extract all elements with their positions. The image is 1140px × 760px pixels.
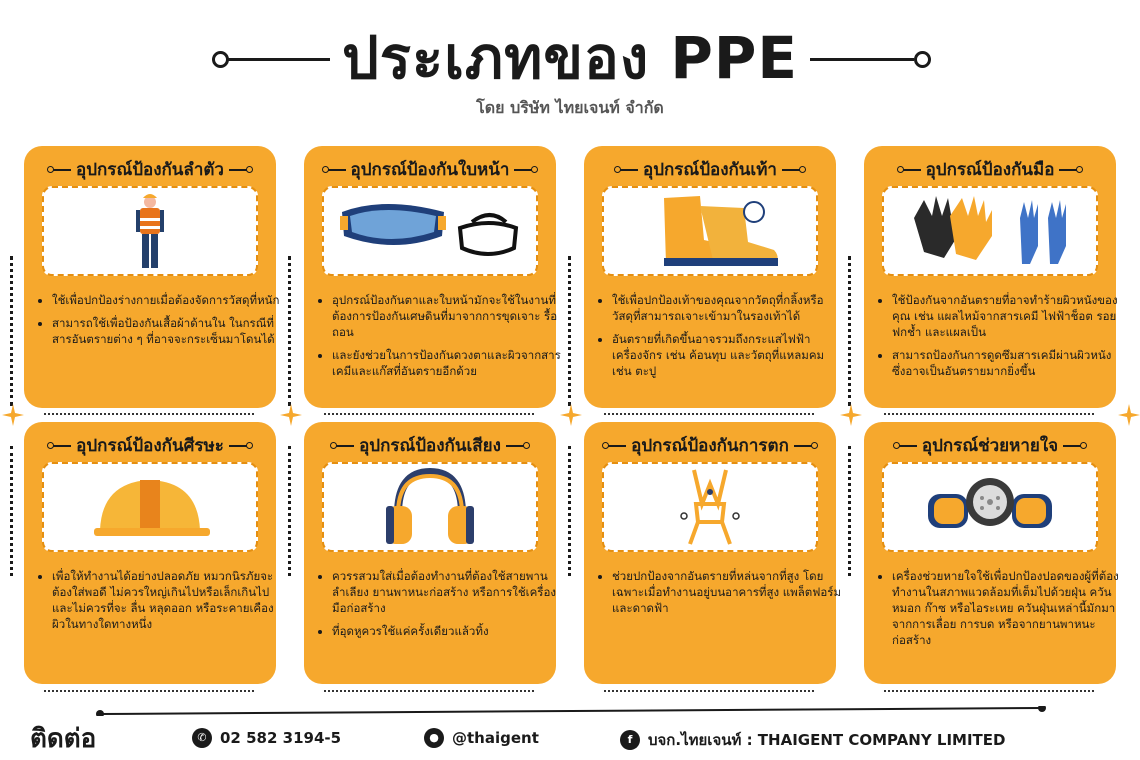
worker-vest-icon: [44, 188, 256, 274]
card-respiratory-protection: [864, 422, 1119, 684]
list-item: • เครื่องช่วยหายใจใช้เพื่อปกป้องปอดของผู้ที่ต้องทำงานในสภาพแวดล้อมที่เต็มไปด้วยฝุ่น ควัน หมอก ก๊าซ หรือไอระเหย ควันฝุ่นเหล่านี้มักมาจากการเลื่อย การบด หรือจากยานพาหนะก่อสร้าง: [892, 568, 1124, 648]
list-item: • สามารถใช้เพื่อป้องกันเสื้อผ้าด้านใน ในกรณีที่สารอันตรายต่าง ๆ ที่อาจจะกระเซ็นมาโดนได้: [52, 315, 284, 347]
safety-boot-icon: [604, 188, 816, 274]
list-item: • ใช้เพื่อปกป้องร่างกายเมื่อต้องจัดการวัสดุที่หนัก: [52, 292, 284, 308]
dotted-separator: [288, 446, 297, 576]
sparkle-icon: [840, 404, 862, 426]
contact-facebook[interactable]: [620, 728, 1005, 752]
title-right-line: [810, 58, 914, 61]
title-right-dot: [914, 51, 931, 68]
card-face-protection: [304, 146, 561, 408]
card-bullets: [876, 292, 1124, 386]
list-item: • ควรรสวมใส่เมื่อต้องทำงานที่ต้องใช้สายพานลำเลียง ยานพาหนะก่อสร้าง หรือการใช้เครื่องมือก่อสร้าง: [332, 568, 564, 616]
card-image: [42, 462, 258, 552]
page-subtitle: โดย บริษัท ไทยเจนท์ จำกัด: [476, 98, 664, 117]
card-bullets: [316, 292, 564, 386]
dotted-separator: [44, 413, 254, 415]
goggles-icon: [324, 188, 536, 274]
facebook-name: บจก.ไทยเจนท์ : THAIGENT COMPANY LIMITED: [648, 731, 1006, 749]
card-image: [602, 462, 818, 552]
list-item: • ใช้ป้องกันจากอันตรายที่อาจทำร้ายผิวหนังของคุณ เช่น แผลไหม้จากสารเคมี ไฟฟ้าช็อต รอยฟกช้ำ และแผลเป็น: [892, 292, 1124, 340]
card-head-protection: [24, 422, 276, 684]
dotted-separator: [568, 256, 577, 406]
dotted-separator: [604, 413, 814, 415]
dotted-separator: [568, 446, 577, 576]
card-title: อุปกรณ์ป้องกันมือ: [864, 156, 1116, 183]
card-foot-protection: [584, 146, 836, 408]
card-title: อุปกรณ์ป้องกันเท้า: [584, 156, 836, 183]
dotted-separator: [10, 446, 19, 576]
card-hand-protection: [864, 146, 1116, 408]
card-image: [322, 186, 538, 276]
card-image: [882, 186, 1098, 276]
list-item: • สามารถป้องกันการดูดซึมสารเคมีผ่านผิวหนัง ซึ่งอาจเป็นอันตรายมากยิ่งขึ้น: [892, 347, 1124, 379]
card-title: อุปกรณ์ป้องกันการตก: [584, 432, 836, 459]
facebook-icon: f: [620, 730, 640, 750]
list-item: • ช่วยปกป้องจากอันตรายที่หล่นจากที่สูง โดยเฉพาะเมื่อทำงานอยู่บนอาคารที่สูง แพล็ตฟอร์ม และดาดฟ้า: [612, 568, 844, 616]
list-item: • เพื่อให้ทำงานได้อย่างปลอดภัย หมวกนิรภัยจะต้องใส่พอดี ไม่ควรใหญ่เกินไปหรือเล็กเกินไป และไม่ควรที่จะ ลื่น หลุดออก หรือระคายเคืองผิวในทางใดทางหนึ่ง: [52, 568, 284, 632]
sparkle-icon: [2, 404, 24, 426]
card-image: [42, 186, 258, 276]
respirator-icon: [884, 464, 1096, 550]
card-bullets: [876, 568, 1124, 655]
card-hearing-protection: [304, 422, 556, 684]
sparkle-icon: [1118, 404, 1140, 426]
list-item: • และยังช่วยในการป้องกันดวงตาและผิวจากสารเคมีและแก๊สที่อันตรายอีกด้วย: [332, 347, 564, 379]
card-image: [882, 462, 1098, 552]
card-title: อุปกรณ์ป้องกันใบหน้า: [304, 156, 556, 183]
card-image: [322, 462, 538, 552]
contact-label: ติดต่อ: [30, 724, 97, 754]
phone-number: 02 582 3194-5: [220, 729, 342, 747]
harness-icon: [604, 464, 816, 550]
card-bullets: [316, 568, 564, 646]
card-bullets: [36, 292, 284, 354]
card-bullets: [596, 568, 844, 623]
list-item: • ที่อุดหูควรใช้แค่ครั้งเดียวแล้วทิ้ง: [332, 623, 564, 639]
title-row: [0, 18, 1140, 98]
contact-line[interactable]: [424, 728, 539, 748]
line-icon: ●: [424, 728, 444, 748]
earmuffs-icon: [324, 464, 536, 550]
card-fall-protection: [584, 422, 842, 684]
dotted-separator: [324, 413, 534, 415]
dotted-separator: [848, 446, 857, 576]
list-item: • ใช้เพื่อปกป้องเท้าของคุณจากวัตถุที่กลิ้งหรือวัสดุที่สามารถเจาะเข้ามาในรองเท้าได้: [612, 292, 844, 324]
card-title: อุปกรณ์ช่วยหายใจ: [864, 432, 1116, 459]
dotted-separator: [10, 256, 19, 406]
dotted-separator: [44, 690, 254, 692]
card-title: อุปกรณ์ป้องกันศีรษะ: [24, 432, 276, 459]
hard-hat-icon: [44, 464, 256, 550]
card-bullets: [36, 568, 284, 639]
footer-line: [96, 706, 1046, 716]
dotted-separator: [848, 256, 857, 406]
line-id: @thaigent: [452, 729, 539, 747]
dotted-separator: [288, 256, 297, 406]
gloves-icon: [884, 188, 1096, 274]
phone-icon: ✆: [192, 728, 212, 748]
sparkle-icon: [560, 404, 582, 426]
list-item: • อุปกรณ์ป้องกันตาและใบหน้ามักจะใช้ในงานที่ต้องการป้องกันเศษดินที่มาจากการขุดเจาะ รื้อถอน: [332, 292, 564, 340]
card-title: อุปกรณ์ป้องกันเสียง: [304, 432, 556, 459]
dotted-separator: [604, 690, 814, 692]
dotted-separator: [884, 413, 1094, 415]
card-image: [602, 186, 818, 276]
list-item: • อันตรายที่เกิดขึ้นอาจรวมถึงกระแสไฟฟ้า เครื่องจักร เช่น ค้อนทุบ และวัตถุที่แหลมคม เช่น ตะปู: [612, 331, 844, 379]
card-body-protection: [24, 146, 280, 408]
contact-phone[interactable]: [192, 728, 341, 748]
page-title: ประเภทของ PPE: [341, 24, 799, 92]
card-bullets: [596, 292, 844, 386]
dotted-separator: [324, 690, 534, 692]
dotted-separator: [884, 690, 1094, 692]
sparkle-icon: [280, 404, 302, 426]
card-title: อุปกรณ์ป้องกันลำตัว: [24, 156, 276, 183]
